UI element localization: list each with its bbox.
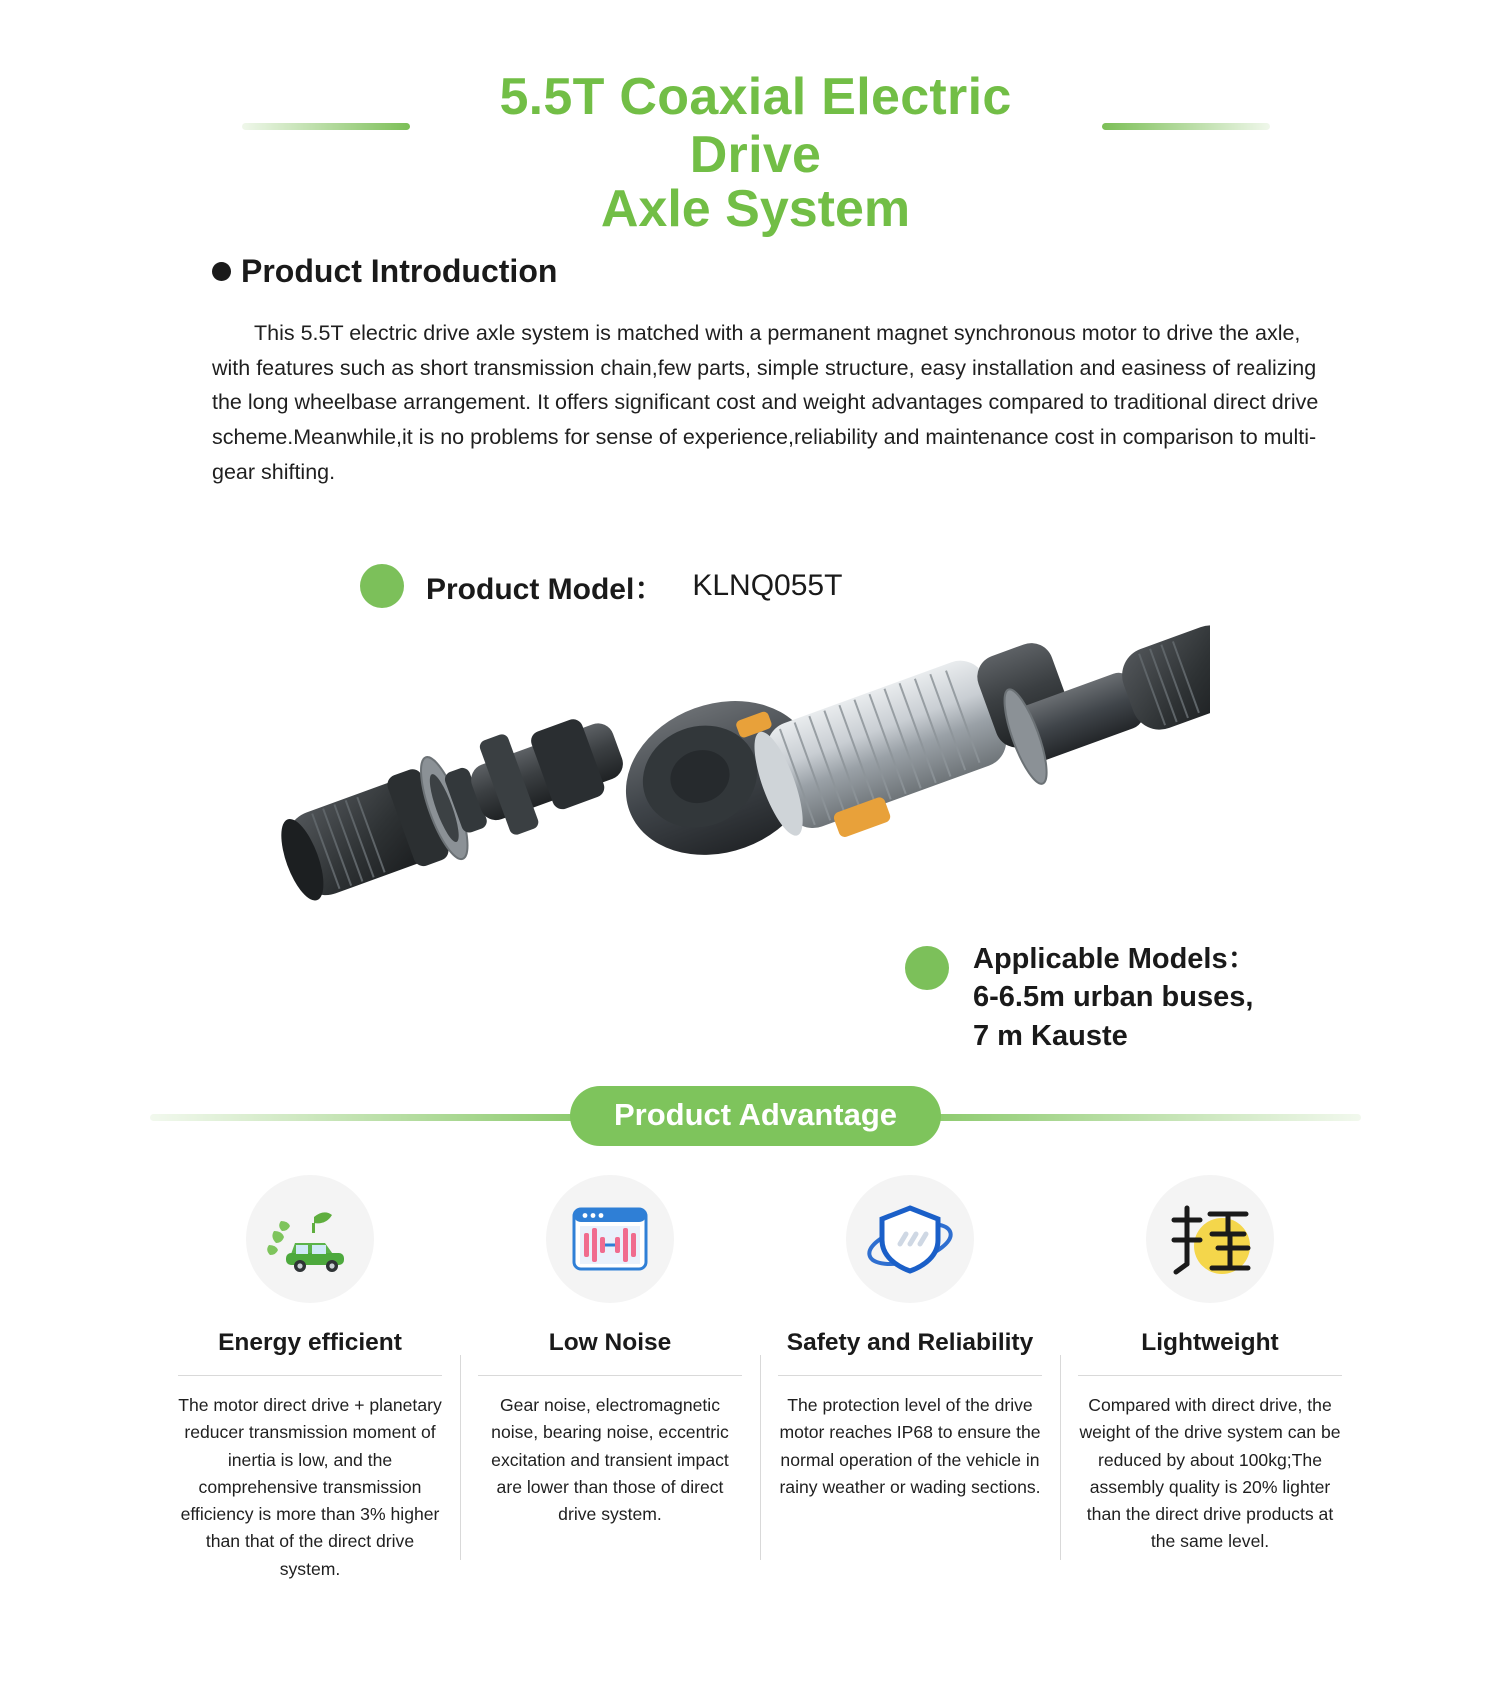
card-divider [778,1375,1042,1376]
product-image-area [0,616,1511,1036]
card-divider [1078,1375,1342,1376]
product-advantage-label: Product Advantage [570,1086,941,1146]
advantage-card-title: Lightweight [1141,1329,1279,1356]
product-model-value: KLNQ055T [692,568,843,602]
section-heading-label: Product Introduction [241,252,558,289]
title-row [0,68,1511,184]
banner-rule-left [150,1114,590,1121]
title-rule-left [242,123,410,130]
advantage-card-low-noise [460,1175,760,1583]
advantage-card-title: Low Noise [548,1329,672,1356]
banner-rule-right [921,1114,1361,1121]
applicable-models-line2: 6-6.5m urban buses, [973,981,1254,1014]
advantage-card-text: The protection level of the drive motor reaches IP68 to ensure the normal operation of the vehicle in rainy weather or wading sections. [779,1395,1041,1497]
electric-drive-axle-image [250,606,1210,936]
product-model-row [360,564,1511,608]
product-introduction-text: This 5.5T electric drive axle system is matched with a permanent magnet synchronous motor to drive the axle, with features such as short transmission chain,few parts, simple structure, easy installation and easiness of realizing the long wheelbase arrangement. It offers significant cost and weight advantages compared to traditional direct drive scheme.Meanwhile,it is no problems for sense of experience,reliability and maintenance cost in comparison to multi-gear shifting. [212,320,1319,485]
card-divider [478,1375,742,1376]
page-header [0,0,1511,239]
card-divider [178,1375,442,1376]
card-vertical-divider [460,1355,461,1560]
product-model-label: Product Model： [426,572,665,606]
green-dot-icon [360,564,404,608]
card-vertical-divider [760,1355,761,1560]
advantage-card-safety-reliability [760,1175,1060,1583]
page-title-line2: Axle System [600,180,911,239]
applicable-models-block [905,940,1257,1055]
product-advantage-banner [0,1086,1511,1146]
advantage-card-title: Energy efficient [218,1329,402,1356]
card-vertical-divider [1060,1355,1061,1560]
advantage-card-text: Compared with direct drive, the weight of the drive system can be reduced by about 100kg;The assembly quality is 20% lighter than the direct drive products at the same level. [1079,1395,1341,1552]
bullet-dot-icon [212,262,231,281]
advantage-card-title: Safety and Reliability [786,1329,1034,1356]
eco-car-icon [246,1175,374,1303]
applicable-models-label: Applicable Models： [973,943,1257,975]
advantage-card-lightweight [1060,1175,1360,1583]
shield-icon [846,1175,974,1303]
product-introduction-heading [212,253,1511,290]
advantage-card-text: Gear noise, electromagnetic noise, bearing noise, eccentric excitation and transient impact are lower than those of direct drive system. [491,1395,729,1525]
advantage-cards [160,1175,1360,1583]
waveform-window-icon [546,1175,674,1303]
green-dot-icon [905,946,949,990]
page-title: 5.5T Coaxial Electric Drive [499,68,1012,185]
light-weight-character-icon [1146,1175,1274,1303]
applicable-models-line3: 7 m Kauste [973,1019,1128,1052]
title-rule-right [1102,123,1270,130]
advantage-card-text: The motor direct drive + planetary reducer transmission moment of inertia is low, and the comprehensive transmission efficiency is more than 3% higher than that of the direct drive system. [178,1395,442,1579]
advantage-card-energy-efficient [160,1175,460,1583]
